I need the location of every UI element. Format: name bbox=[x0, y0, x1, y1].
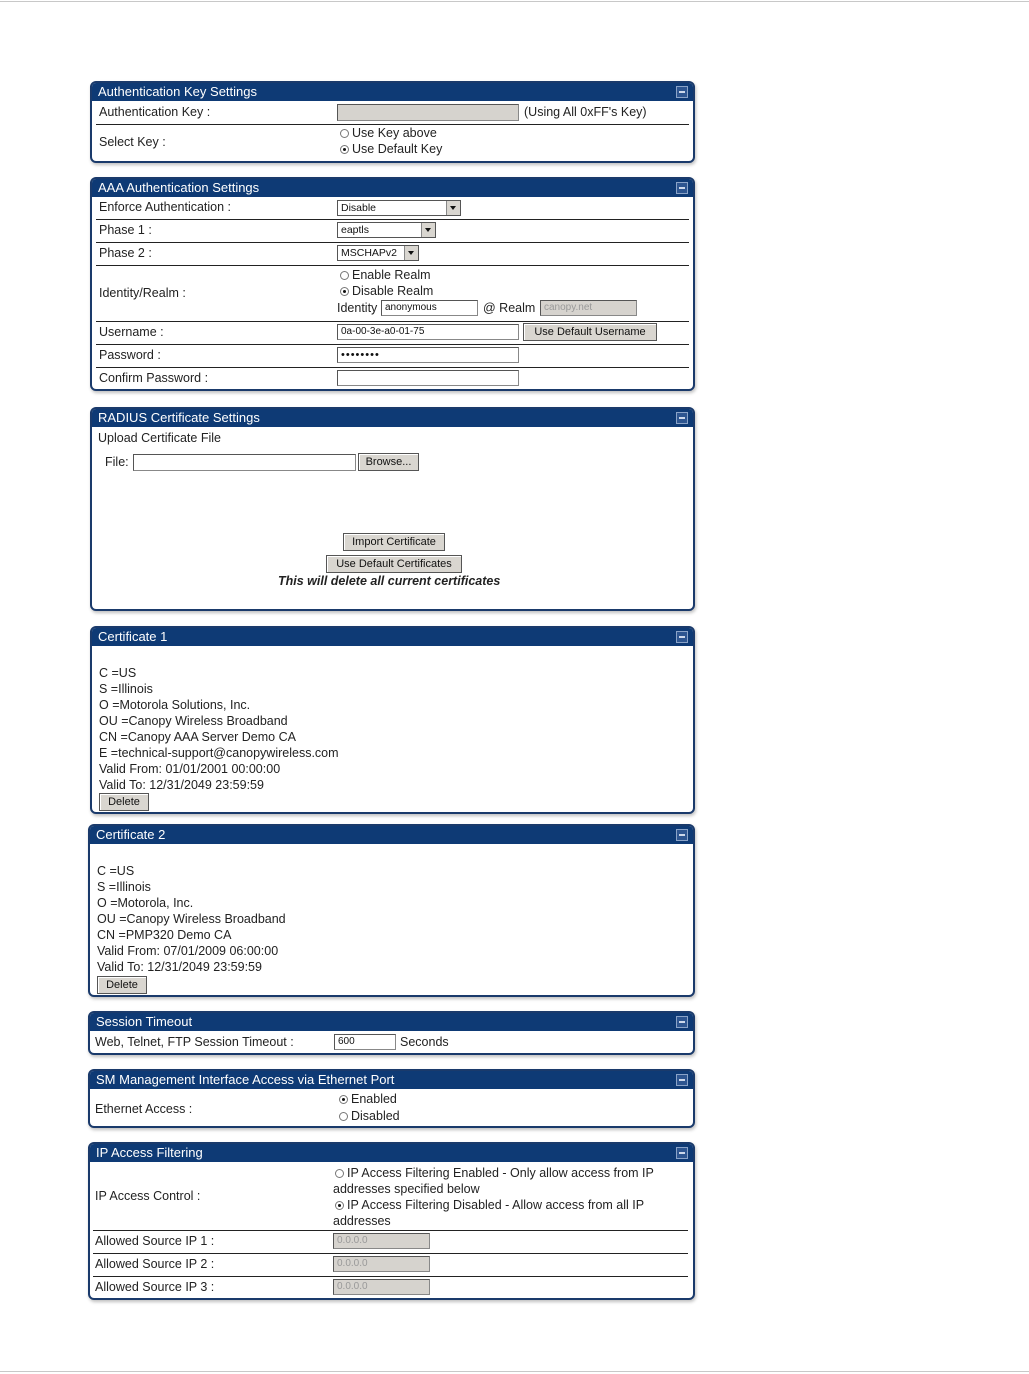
panel-header bbox=[90, 1144, 693, 1162]
chevron-down-icon bbox=[446, 201, 460, 215]
panel-title: AAA Authentication Settings bbox=[98, 180, 260, 195]
ip-control-label: IP Access Control : bbox=[95, 1189, 201, 1203]
panel-header bbox=[90, 1013, 693, 1031]
auth-key-panel bbox=[90, 81, 695, 163]
auth-key-note: (Using All 0xFF's Key) bbox=[524, 105, 647, 119]
certificate-2-panel bbox=[88, 824, 695, 997]
username-label: Username : bbox=[99, 325, 164, 339]
phase2-row bbox=[96, 243, 689, 266]
collapse-icon[interactable] bbox=[676, 631, 688, 643]
collapse-icon[interactable] bbox=[676, 182, 688, 194]
default-username-button[interactable]: Use Default Username bbox=[523, 323, 657, 341]
certificate-2-details bbox=[97, 863, 286, 975]
enforce-label: Enforce Authentication : bbox=[99, 200, 232, 214]
ethernet-enabled-label: Enabled bbox=[351, 1092, 397, 1106]
panel-title: RADIUS Certificate Settings bbox=[98, 410, 260, 425]
ip3-label: Allowed Source IP 3 : bbox=[95, 1280, 215, 1294]
upload-label: Upload Certificate File bbox=[98, 431, 221, 445]
ip-filter-disabled-label-cont: addresses bbox=[333, 1214, 391, 1228]
phase2-value: MSCHAPv2 bbox=[341, 247, 398, 259]
disable-realm-label: Disable Realm bbox=[352, 284, 434, 298]
cert-line: C =US bbox=[97, 864, 135, 878]
collapse-icon[interactable] bbox=[676, 1147, 688, 1159]
identity-row bbox=[96, 266, 689, 322]
chevron-down-icon bbox=[404, 246, 418, 260]
use-default-certificates-button[interactable]: Use Default Certificates bbox=[326, 555, 462, 573]
panel-header bbox=[90, 1071, 693, 1089]
ip3-row bbox=[93, 1277, 688, 1299]
panel-header bbox=[92, 409, 693, 427]
panel-title: IP Access Filtering bbox=[96, 1145, 203, 1160]
radio-icon bbox=[340, 129, 349, 138]
password-label: Password : bbox=[99, 348, 161, 362]
auth-key-row bbox=[96, 101, 689, 125]
panel-header bbox=[92, 83, 693, 101]
import-certificate-button[interactable]: Import Certificate bbox=[343, 533, 445, 551]
username-input[interactable]: 0a-00-3e-a0-01-75 bbox=[337, 324, 519, 340]
ip-filter-panel bbox=[88, 1142, 695, 1300]
ip-control-row bbox=[93, 1162, 688, 1231]
radio-icon bbox=[335, 1169, 344, 1178]
phase1-row bbox=[96, 220, 689, 243]
collapse-icon[interactable] bbox=[676, 829, 688, 841]
enforce-select[interactable] bbox=[337, 200, 461, 216]
phase1-label: Phase 1 : bbox=[99, 223, 152, 237]
collapse-icon[interactable] bbox=[676, 86, 688, 98]
session-timeout-unit: Seconds bbox=[400, 1035, 449, 1049]
delete-certificate-1-button[interactable]: Delete bbox=[99, 793, 149, 811]
panel-title: Certificate 2 bbox=[96, 827, 166, 842]
radius-panel bbox=[90, 407, 695, 611]
collapse-icon[interactable] bbox=[676, 1016, 688, 1028]
identity-text: Identity bbox=[337, 301, 378, 315]
use-key-above-radio[interactable] bbox=[340, 126, 437, 140]
certificate-1-panel bbox=[90, 626, 695, 814]
confirm-row bbox=[96, 368, 689, 390]
cert-line: CN =Canopy AAA Server Demo CA bbox=[99, 730, 296, 744]
ethernet-access-label: Ethernet Access : bbox=[95, 1102, 193, 1116]
use-key-above-label: Use Key above bbox=[352, 126, 437, 140]
enable-realm-radio[interactable] bbox=[340, 268, 431, 282]
cert-line: CN =PMP320 Demo CA bbox=[97, 928, 232, 942]
cert-line: OU =Canopy Wireless Broadband bbox=[97, 912, 286, 926]
top-rule bbox=[0, 1, 1029, 2]
delete-certificate-2-button[interactable]: Delete bbox=[97, 976, 147, 994]
username-row bbox=[96, 322, 689, 345]
session-timeout-input[interactable]: 600 bbox=[334, 1034, 396, 1050]
ip-filter-enabled-radio[interactable] bbox=[335, 1166, 654, 1180]
cert-line: S =Illinois bbox=[99, 682, 153, 696]
realm-input[interactable]: canopy.net bbox=[540, 300, 637, 316]
cert-line: OU =Canopy Wireless Broadband bbox=[99, 714, 288, 728]
panel-header bbox=[92, 179, 693, 197]
panel-header bbox=[90, 826, 693, 844]
session-timeout-panel bbox=[88, 1011, 695, 1055]
ip3-input[interactable]: 0.0.0.0 bbox=[333, 1279, 430, 1295]
select-key-label: Select Key : bbox=[99, 135, 166, 149]
ip2-input[interactable]: 0.0.0.0 bbox=[333, 1256, 430, 1272]
panel-header bbox=[92, 628, 693, 646]
cert-line: Valid To: 12/31/2049 23:59:59 bbox=[99, 778, 264, 792]
ethernet-disabled-label: Disabled bbox=[351, 1109, 400, 1123]
phase1-select[interactable] bbox=[337, 222, 436, 238]
password-input[interactable]: •••••••• bbox=[337, 347, 519, 363]
ip-filter-enabled-label: IP Access Filtering Enabled - Only allow access from IP bbox=[347, 1166, 654, 1180]
enable-realm-label: Enable Realm bbox=[352, 268, 431, 282]
select-key-row bbox=[96, 125, 689, 161]
ip2-label: Allowed Source IP 2 : bbox=[95, 1257, 215, 1271]
use-default-key-label: Use Default Key bbox=[352, 142, 443, 156]
phase2-label: Phase 2 : bbox=[99, 246, 152, 260]
confirm-input[interactable] bbox=[337, 370, 519, 386]
cert-line: O =Motorola Solutions, Inc. bbox=[99, 698, 251, 712]
ip1-label: Allowed Source IP 1 : bbox=[95, 1234, 215, 1248]
realm-text: @ Realm bbox=[483, 301, 536, 315]
radio-icon bbox=[335, 1201, 344, 1210]
auth-key-input[interactable] bbox=[337, 104, 519, 121]
cert-line: Valid To: 12/31/2049 23:59:59 bbox=[97, 960, 262, 974]
chevron-down-icon bbox=[421, 223, 435, 237]
radio-icon bbox=[340, 145, 349, 154]
collapse-icon[interactable] bbox=[676, 1074, 688, 1086]
ethernet-disabled-radio[interactable] bbox=[339, 1109, 400, 1123]
browse-button[interactable]: Browse... bbox=[358, 453, 419, 471]
confirm-label: Confirm Password : bbox=[99, 371, 209, 385]
panel-title: Certificate 1 bbox=[98, 629, 168, 644]
ip2-row bbox=[93, 1254, 688, 1277]
auth-key-label: Authentication Key : bbox=[99, 105, 211, 119]
ethernet-enabled-radio[interactable] bbox=[339, 1092, 397, 1106]
bottom-rule bbox=[0, 1371, 1029, 1372]
cert-line: Valid From: 01/01/2001 00:00:00 bbox=[99, 762, 281, 776]
certificate-1-details bbox=[99, 665, 339, 793]
password-row bbox=[96, 345, 689, 368]
ip-filter-disabled-label: IP Access Filtering Disabled - Allow access from all IP bbox=[347, 1198, 645, 1212]
aaa-panel bbox=[90, 177, 695, 391]
panel-title: Session Timeout bbox=[96, 1014, 193, 1029]
enforce-value: Disable bbox=[341, 202, 377, 214]
radio-icon bbox=[339, 1112, 348, 1121]
sm-access-panel bbox=[88, 1069, 695, 1128]
disable-realm-radio[interactable] bbox=[340, 284, 433, 298]
panel-title: SM Management Interface Access via Ethernet Port bbox=[96, 1072, 395, 1087]
delete-warning: This will delete all current certificates bbox=[278, 574, 501, 588]
enforce-row bbox=[96, 197, 689, 220]
cert-line: O =Motorola, Inc. bbox=[97, 896, 194, 910]
cert-line: S =Illinois bbox=[97, 880, 151, 894]
identity-label: Identity/Realm : bbox=[99, 286, 186, 300]
identity-input[interactable]: anonymous bbox=[381, 300, 478, 316]
cert-line: E =technical-support@canopywireless.com bbox=[99, 746, 339, 760]
radio-icon bbox=[340, 271, 349, 280]
file-label: File: bbox=[105, 455, 129, 469]
file-input[interactable] bbox=[133, 454, 356, 471]
phase2-select[interactable] bbox=[337, 245, 419, 261]
ip1-row bbox=[93, 1231, 688, 1254]
cert-line: Valid From: 07/01/2009 06:00:00 bbox=[97, 944, 279, 958]
collapse-icon[interactable] bbox=[676, 412, 688, 424]
radio-icon bbox=[339, 1095, 348, 1104]
phase1-value: eaptls bbox=[341, 224, 370, 236]
ip1-input[interactable]: 0.0.0.0 bbox=[333, 1233, 430, 1249]
ip-filter-enabled-label-cont: addresses specified below bbox=[333, 1182, 480, 1196]
session-timeout-label: Web, Telnet, FTP Session Timeout : bbox=[95, 1035, 294, 1049]
cert-line: C =US bbox=[99, 666, 137, 680]
radio-icon bbox=[340, 287, 349, 296]
panel-title: Authentication Key Settings bbox=[98, 84, 257, 99]
use-default-key-radio[interactable] bbox=[340, 142, 442, 156]
ip-filter-disabled-radio[interactable] bbox=[335, 1198, 644, 1212]
